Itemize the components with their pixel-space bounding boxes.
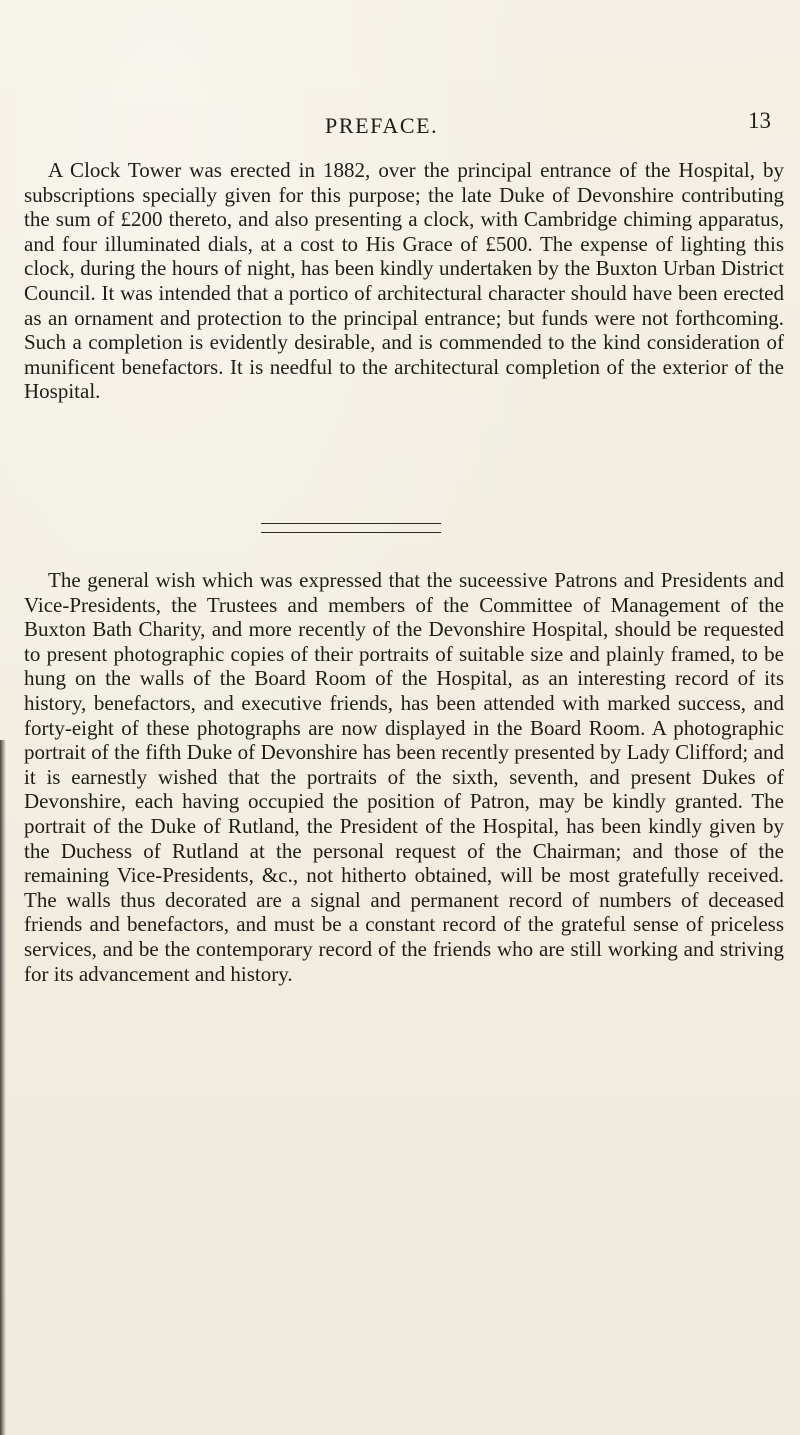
section-divider-top-rule [261,523,441,524]
running-head: PREFACE. [325,113,439,138]
paragraph-clock-tower: A Clock Tower was erected in 1882, over the principal entrance of the Hospital, by subscriptions specially given for this purpose; the late Duke of Devonshire contributing the sum of £200 thereto, and also presenting a clock, with Cambridge chiming apparatus, and four illuminated dials, at a cost to His Grace of £500. The expense of lighting this clock, during the hours of night, has been kindly undertaken by the Buxton Urban District Council. It was intended that a portico of architectural character should have been erected as an ornament and protection to the principal entrance; but funds were not forthcoming. Such a completion is evidently desirable, and is commended to the kind consideration of munificent benefactors. It is needful to the architectural completion of the exterior of the Hospital. [24,158,784,404]
page-number: 13 [748,108,771,133]
section-divider-bottom-rule [261,532,441,533]
paragraph-portraits: The general wish which was expressed that the suceessive Patrons and Presidents and Vice-Presidents, the Trustees and members of the Committee of Management of the Buxton Bath Charity, and more recently of the Devonshire Hospital, should be requested to present photographic copies of their portraits of suitable size and plainly framed, to be hung on the walls of the Board Room of the Hospital, as an interesting record of its history, benefactors, and executive friends, has been attended with marked success, and forty-eight of these photographs are now displayed in the Board Room. A photographic portrait of the fifth Duke of Devonshire has been recently presented by Lady Clifford; and it is earnestly wished that the portraits of the sixth, seventh, and present Dukes of Devonshire, each having occupied the position of Patron, may be kindly granted. The portrait of the Duke of Rutland, the President of the Hospital, has been kindly given by the Duchess of Rutland at the personal request of the Chairman; and those of the remaining Vice-Presidents, &c., not hitherto obtained, will be most gratefully received. The walls thus decorated are a signal and permanent record of numbers of deceased friends and benefactors, and must be a constant record of the grateful sense of priceless services, and be the contemporary record of the friends who are still working and striving for its advancement and history. [24,568,784,986]
binding-shadow [0,740,6,1435]
